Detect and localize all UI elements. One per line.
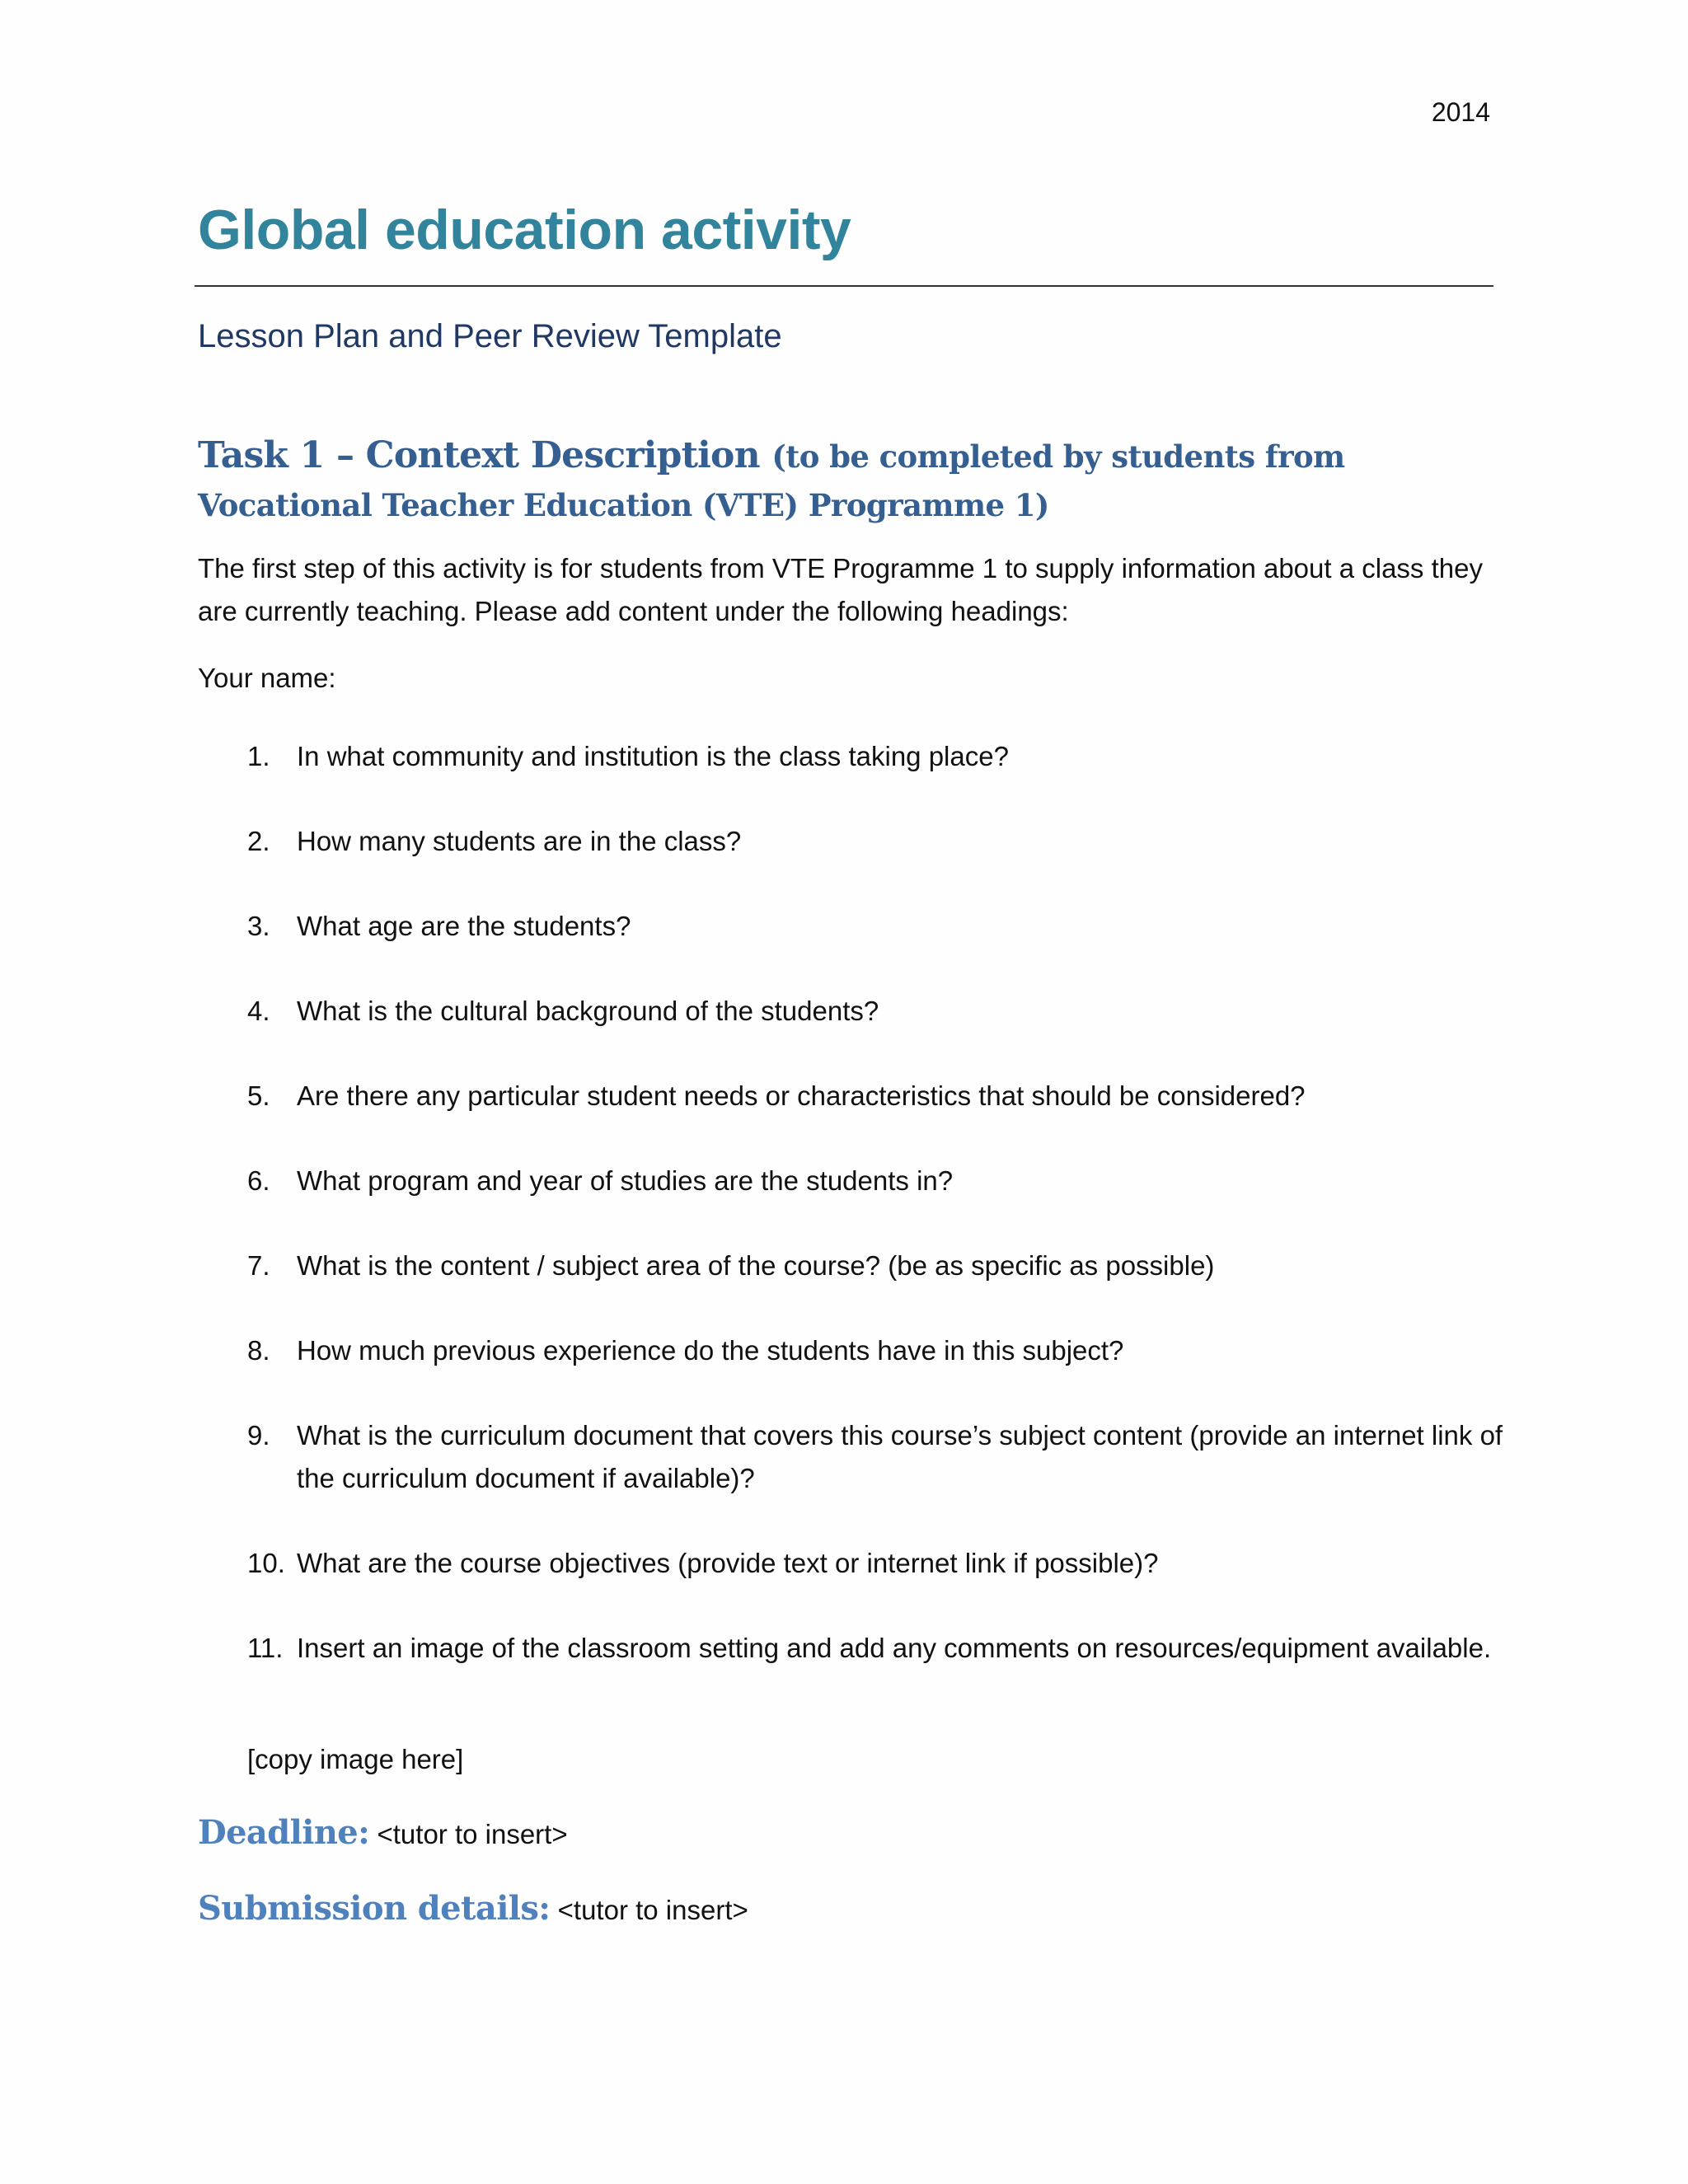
question-list <box>198 735 1517 1712</box>
question-number: 4. <box>247 996 270 1026</box>
question-text: What is the cultural background of the students? <box>297 996 879 1026</box>
question-text: What program and year of studies are the students in? <box>297 1165 954 1196</box>
question-number: 3. <box>247 911 270 941</box>
submission-value: <tutor to insert> <box>557 1895 748 1925</box>
question-item <box>198 1160 1517 1202</box>
task-1-heading <box>198 432 1484 529</box>
question-text: Are there any particular student needs or characteristics that should be considered? <box>297 1080 1306 1111</box>
deadline-value: <tutor to insert> <box>377 1819 568 1849</box>
question-text: What age are the students? <box>297 911 631 941</box>
question-item <box>198 1414 1517 1500</box>
question-text: How much previous experience do the students have in this subject? <box>297 1335 1124 1366</box>
question-item <box>198 820 1517 863</box>
task-1-intro: The first step of this activity is for students from VTE Programme 1 to supply information about a class they are currently teaching. Please add content under the following headings: <box>198 553 1483 626</box>
question-item <box>198 1075 1517 1118</box>
question-text: Insert an image of the classroom setting and add any comments on resources/equipment available. <box>297 1633 1492 1663</box>
question-text: What is the content / subject area of the course? (be as specific as possible) <box>297 1250 1215 1281</box>
question-number: 5. <box>247 1080 270 1111</box>
task-1-heading-note: (to be completed by students from Vocational Teacher Education (VTE) Programme 1) <box>198 438 1345 523</box>
header-year: 2014 <box>1431 97 1490 127</box>
document-subtitle: Lesson Plan and Peer Review Template <box>198 318 782 354</box>
submission-row <box>198 1889 748 1928</box>
deadline-row <box>198 1813 568 1852</box>
copy-image-placeholder: [copy image here] <box>247 1744 464 1774</box>
question-text: What is the curriculum document that covers this course’s subject content (provide an internet link of the curriculum document if available)? <box>297 1420 1503 1493</box>
document-title: Global education activity <box>198 199 851 261</box>
question-item <box>198 1329 1517 1372</box>
question-number: 11. <box>247 1633 284 1663</box>
question-item <box>198 990 1517 1033</box>
your-name-label: Your name: <box>198 663 336 693</box>
question-text: How many students are in the class? <box>297 826 742 856</box>
question-number: 2. <box>247 826 270 856</box>
question-item <box>198 1542 1517 1585</box>
question-number: 9. <box>247 1420 270 1451</box>
question-item <box>198 905 1517 948</box>
question-number: 1. <box>247 741 270 771</box>
question-text: In what community and institution is the class taking place? <box>297 741 1009 771</box>
question-number: 7. <box>247 1250 270 1281</box>
question-item <box>198 735 1517 778</box>
question-number: 6. <box>247 1165 270 1196</box>
deadline-label: Deadline: <box>198 1813 370 1852</box>
question-text: What are the course objectives (provide text or internet link if possible)? <box>297 1548 1159 1578</box>
task-1-heading-main: Task 1 – Context Description <box>198 434 760 476</box>
submission-label: Submission details: <box>198 1889 551 1928</box>
title-divider <box>195 285 1493 287</box>
question-number: 8. <box>247 1335 270 1366</box>
question-item <box>198 1244 1517 1287</box>
question-number: 10. <box>247 1548 285 1578</box>
question-item <box>198 1627 1517 1670</box>
